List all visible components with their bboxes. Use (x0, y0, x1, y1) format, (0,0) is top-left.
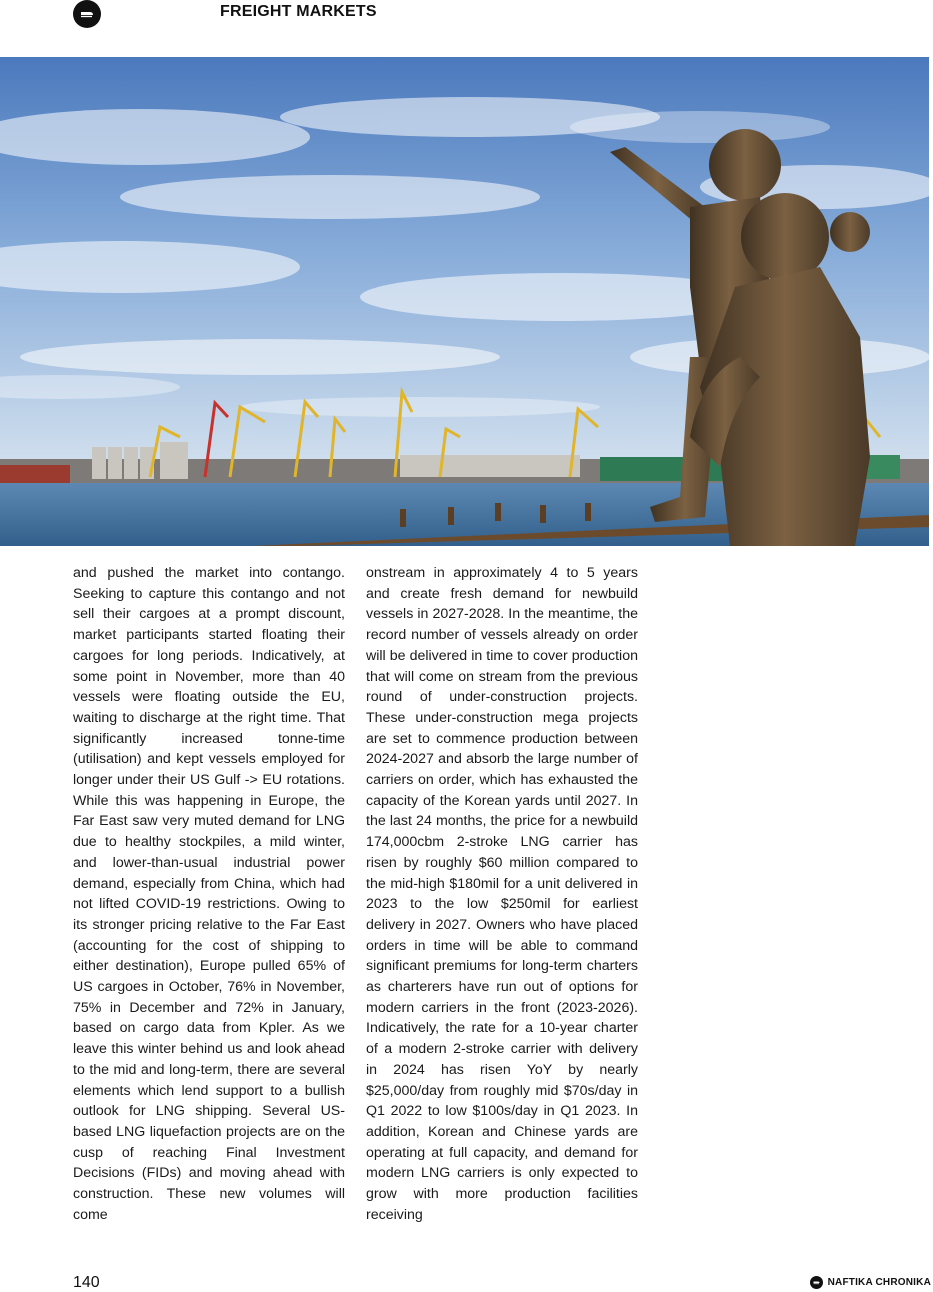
harbor-statue-photo (0, 57, 929, 546)
article-column-left: and pushed the market into contango. Seeking to capture this contango and not sell their cargoes at a prompt discount, market participants started floating their cargoes for long periods. Indicatively, at some point in November, more than 40 vessels were floating outside the EU, waiting to discharge at the right time. That significantly increased tonne-time (utilisation) and kept vessels employed for longer under their US Gulf -> EU rotations. While this was happening in Europe, the Far East saw very muted demand for LNG due to healthy stockpiles, a mild winter, and lower-than-usual industrial power demand, especially from China, which had not lifted COVID-19 restrictions. Owing to its stronger pricing relative to the Far East (accounting for the cost of shipping to either destination), Europe pulled 65% of US cargoes in October, 76% in November, 75% in December and 72% in January, based on cargo data from Kpler. As we leave this winter behind us and look ahead to the mid and long-term, there are several elements which lend support to a bullish outlook for LNG shipping. Several US-based LNG liquefaction projects are on the cusp of reaching Final Investment Decisions (FIDs) and moving ahead with construction. These new volumes will come (73, 565, 345, 1223)
footer-brand-name: NAFTIKA CHRONIKA (827, 1277, 931, 1288)
footer-brand (810, 1276, 931, 1289)
article-column-right: onstream in approximately 4 to 5 years and create fresh demand for newbuild vessels in 2027-2028. In the meantime, the record number of vessels already on order will be delivered in time to cover production that will come on stream from the previous round of under-construction projects. These under-construction mega projects are set to commence production between 2024-2027 and absorb the large number of carriers on order, which has exhausted the capacity of the Korean yards until 2027. In the last 24 months, the price for a newbuild 174,000cbm 2-stroke LNG carrier has risen by roughly $60 million compared to the mid-high $180mil for a unit delivered in 2023 to the low $250mil for earliest delivery in 2027. Owners who have placed orders in time will be able to command significant premiums for long-term charters as charterers have run out of options for modern carriers in the front (2023-2026). Indicatively, the rate for a 10-year charter of a modern 2-stroke carrier with delivery in 2024 has risen YoY by nearly $25,000/day from roughly mid $70s/day in Q1 2022 to low $100s/day in Q1 2023. In addition, Korean and Chinese yards are operating at full capacity, and demand for modern LNG carriers is only expected to grow with more production facilities receiving (366, 565, 638, 1223)
naftika-logo-icon (73, 0, 101, 28)
page-number: 140 (73, 1274, 100, 1291)
section-title: FREIGHT MARKETS (220, 3, 377, 20)
naftika-logo-icon (810, 1276, 823, 1289)
